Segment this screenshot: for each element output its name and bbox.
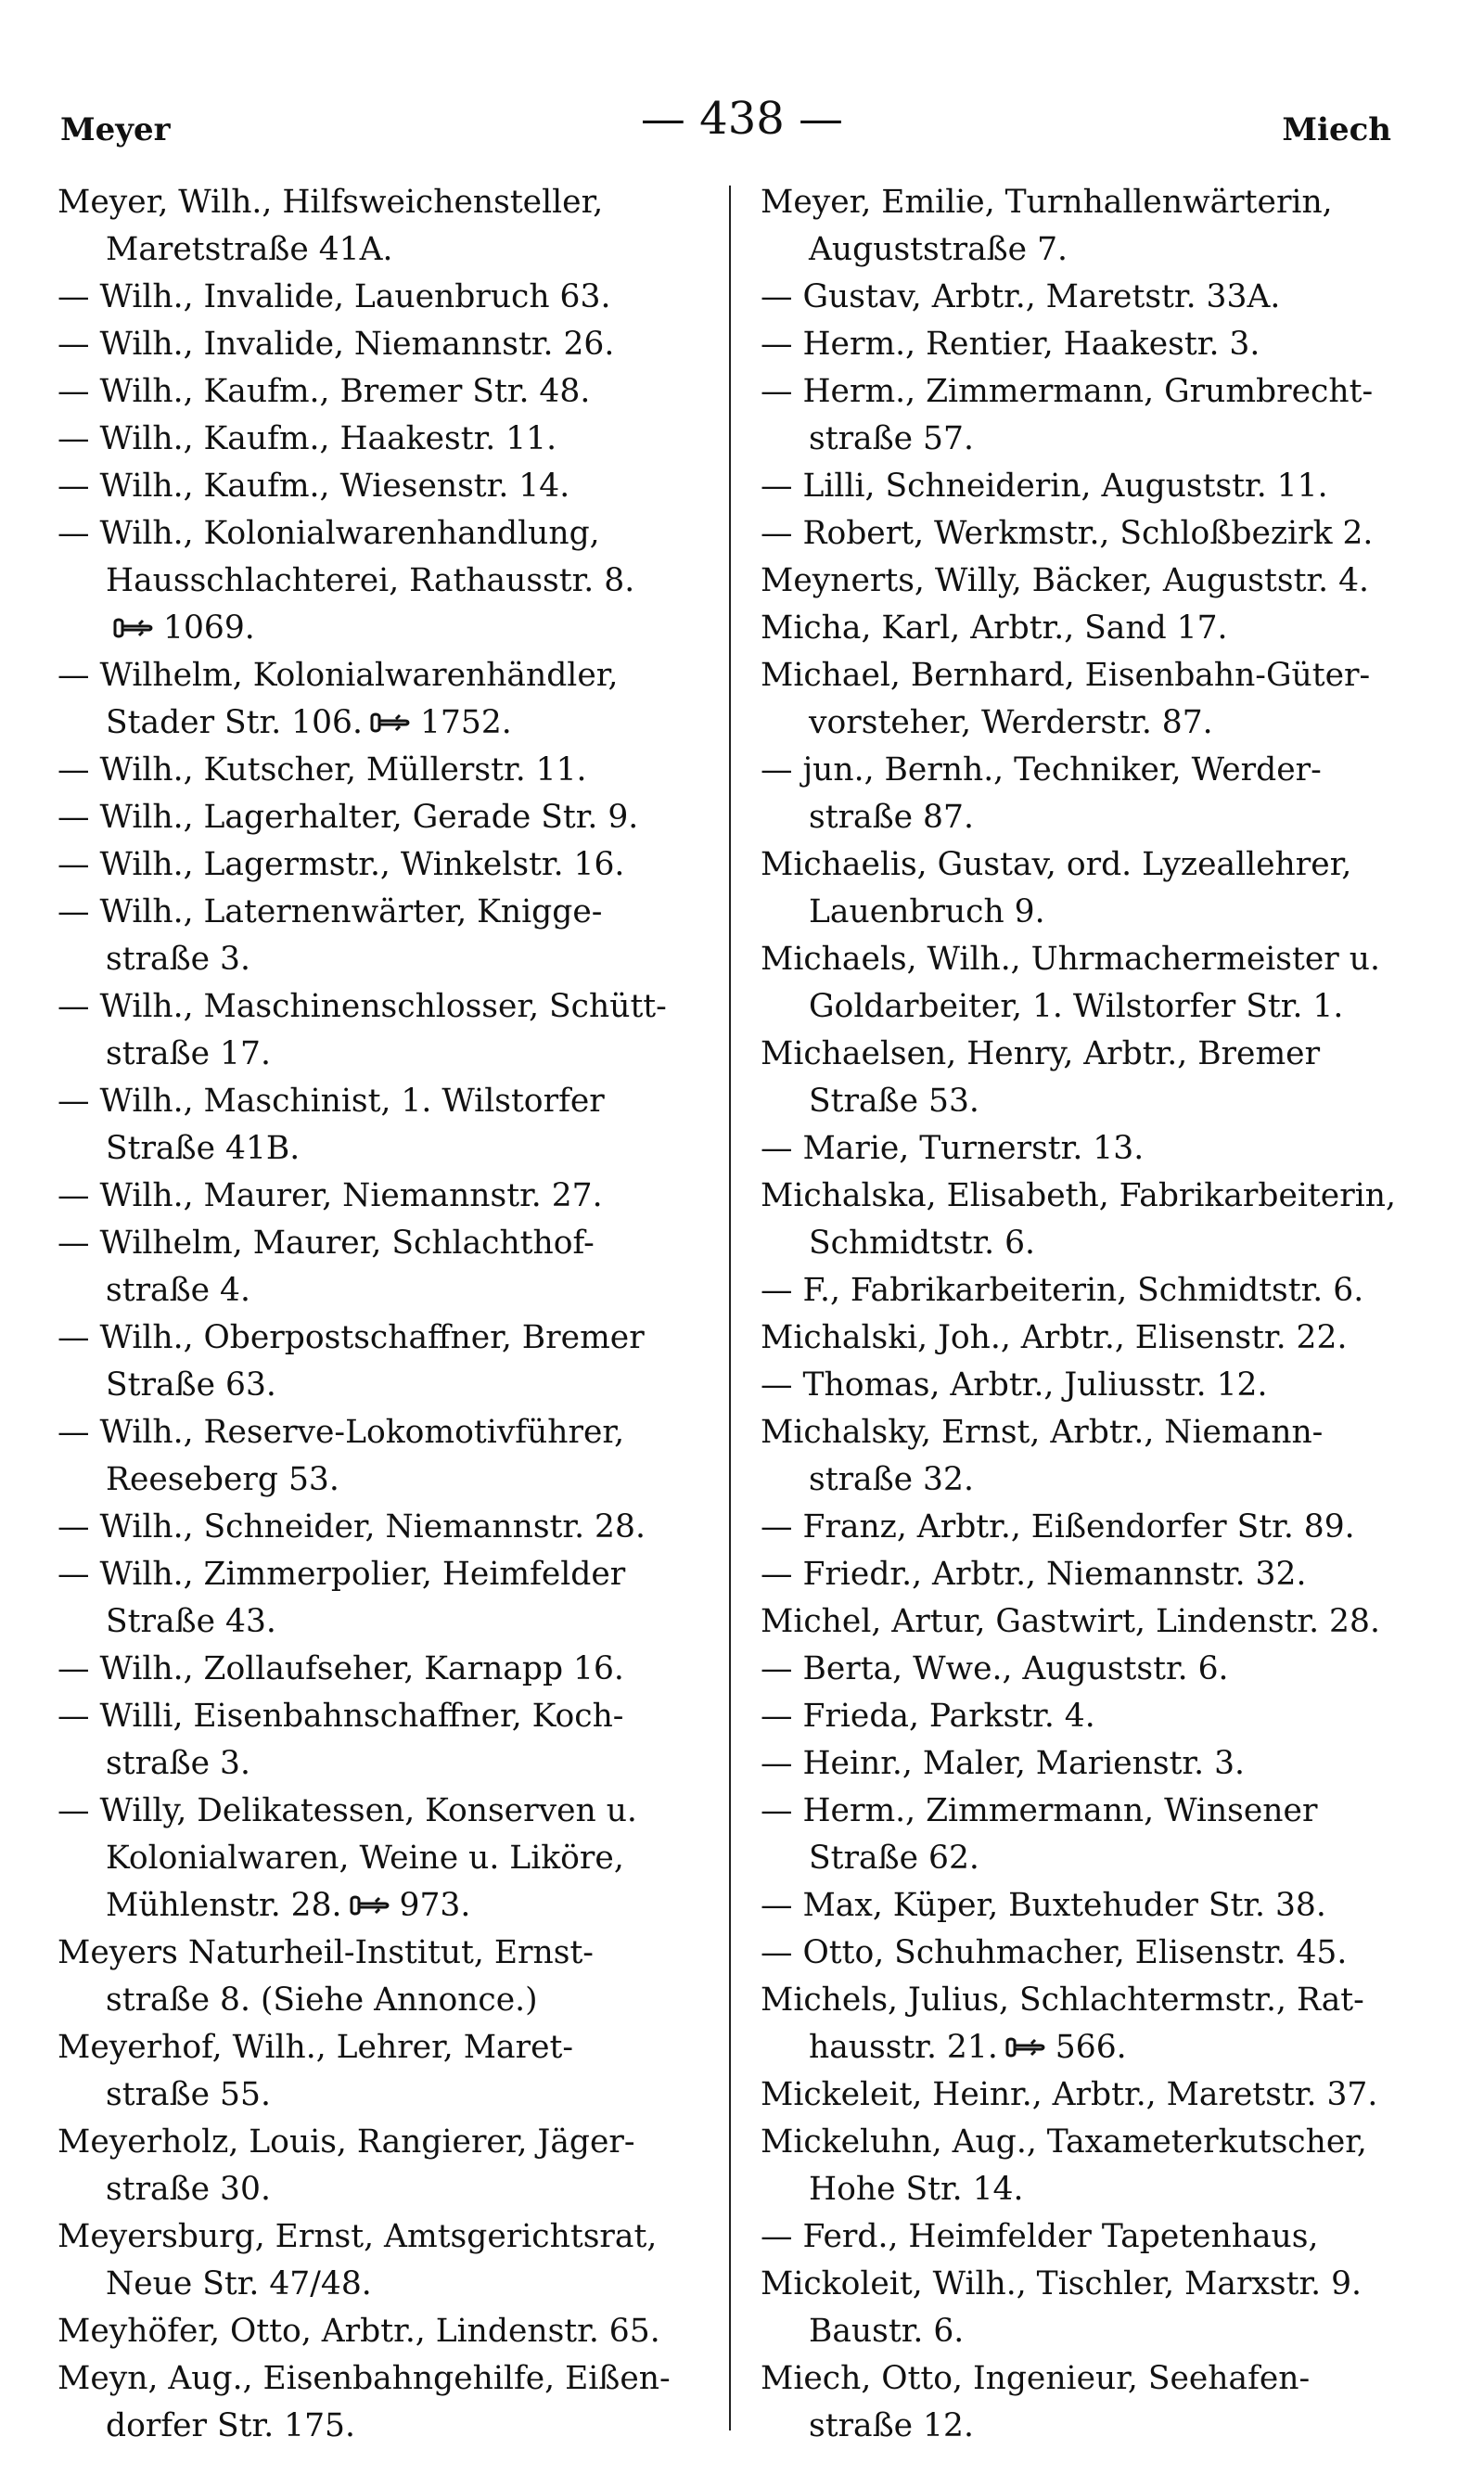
entry-text: — Thomas, Arbtr., Juliusstr. 12. [761,1366,1268,1404]
entry-text: — Wilh., Zimmerpolier, Heimfelder [58,1556,626,1593]
entry-text: Mühlenstr. 28. [106,1887,342,1924]
directory-entry [58,794,744,841]
directory-entry [761,1977,1438,2071]
entry-text: Meyhöfer, Otto, Arbtr., Lindenstr. 65. [58,2313,660,2350]
entry-text: — Wilh., Kutscher, Müllerstr. 11. [58,751,587,789]
entry-line [58,1882,744,1930]
entry-text: straße 32. [809,1461,974,1498]
entry-text: Michalsky, Ernst, Arbtr., Niemann- [761,1414,1324,1451]
entry-text: straße 57. [809,420,974,457]
entry-text: straße 55. [106,2076,271,2113]
entry-text: straße 12. [809,2407,974,2444]
entry-text: Michaelsen, Henry, Arbtr., Bremer [761,1035,1321,1072]
entry-line [761,2071,1438,2119]
directory-entry [58,179,744,274]
entry-text: — Wilh., Oberpostschaffner, Bremer [58,1319,645,1356]
entry-line [761,2261,1438,2308]
directory-entry [58,321,744,368]
entry-text: Goldarbeiter, 1. Wilstorfer Str. 1. [809,988,1344,1025]
entry-line [58,179,744,226]
directory-entry [58,605,744,652]
entry-line [58,2024,744,2071]
directory-entry [761,1598,1438,1646]
entry-line [761,1315,1438,1362]
entry-text: — Wilh., Invalide, Lauenbruch 63. [58,278,611,315]
entry-line [58,2355,744,2403]
entry-text: Stader Str. 106. [106,704,363,741]
entry-text: — Wilhelm, Maurer, Schlachthof- [58,1225,595,1262]
entry-text: — Herm., Zimmermann, Winsener [761,1792,1318,1829]
entry-text: — Herm., Zimmermann, Grumbrecht- [761,373,1374,410]
entry-continuation [761,1835,1438,1882]
entry-line [761,2213,1438,2261]
directory-entry [58,1173,744,1220]
entry-line [761,510,1438,558]
directory-entry [761,1882,1438,1930]
phone-number: 566. [1055,2029,1127,2066]
entry-continuation [58,699,744,747]
entry-continuation [761,2403,1438,2450]
entry-continuation [58,2071,744,2119]
phone-number: 1752. [419,704,512,741]
directory-entry [761,2119,1438,2213]
entry-line [761,747,1438,794]
entry-continuation [58,1977,744,2024]
entry-text: — Frieda, Parkstr. 4. [761,1698,1095,1735]
directory-entry [761,1409,1438,1504]
directory-entry [58,1646,744,1693]
directory-entry [58,1504,744,1551]
directory-entry [58,463,744,510]
entry-text: — Wilh., Kaufm., Haakestr. 11. [58,420,557,457]
entry-text: Straße 41B. [106,1130,301,1167]
entry-continuation [761,889,1438,936]
entry-line [58,1220,744,1267]
directory-entry [58,1882,744,1930]
entry-line [58,2213,744,2261]
entry-line [58,321,744,368]
entry-line [58,1646,744,1693]
directory-entry [761,1362,1438,1409]
entry-text: — Wilh., Laternenwärter, Knigge- [58,893,603,930]
directory-entry [58,1930,744,2024]
phone-number: 1069. [163,609,255,647]
entry-line [58,416,744,463]
entry-text: — Wilhelm, Kolonialwarenhändler, [58,657,619,694]
entry-line [761,558,1438,605]
page-number: — 438 — [640,93,844,145]
entry-continuation [58,2166,744,2213]
entry-text: Michaelis, Gustav, ord. Lyzeallehrer, [761,846,1352,883]
entry-text: Michael, Bernhard, Eisenbahn-Güter- [761,657,1371,694]
entry-text: Michalska, Elisabeth, Fabrikarbeiterin, [761,1177,1396,1214]
entry-text: — Wilh., Zollaufseher, Karnapp 16. [58,1650,624,1687]
entry-text: Micha, Karl, Arbtr., Sand 17. [761,609,1228,647]
directory-entry [761,321,1438,368]
entry-text: — Wilh., Kaufm., Wiesenstr. 14. [58,468,570,505]
entry-text: straße 17. [106,1035,271,1072]
entry-text: Meyer, Wilh., Hilfsweichensteller, [58,184,604,221]
directory-entry [761,1315,1438,1362]
page-header [0,93,1484,148]
phone-number: 973. [399,1887,471,1924]
entry-text: — Otto, Schuhmacher, Elisenstr. 45. [761,1934,1348,1971]
entry-text: hausstr. 21. [809,2029,998,2066]
directory-entry [761,558,1438,605]
entry-line [761,2119,1438,2166]
entry-continuation [761,699,1438,747]
entry-line [58,2308,744,2355]
entry-line [58,510,744,558]
entry-line [58,605,744,652]
entry-text: — F., Fabrikarbeiterin, Schmidtstr. 6. [761,1272,1364,1309]
entry-text: Lauenbruch 9. [809,893,1045,930]
entry-continuation [58,936,744,983]
directory-entry [761,1031,1438,1125]
directory-entry [761,1693,1438,1740]
entry-line [761,1882,1438,1930]
left-column [58,179,744,2450]
directory-entry [761,1930,1438,1977]
entry-line [58,1930,744,1977]
entry-text: Meyerhof, Wilh., Lehrer, Maret- [58,2029,574,2066]
entry-continuation [58,1456,744,1504]
entry-text: Kolonialwaren, Weine u. Liköre, [106,1840,624,1877]
directory-entry [761,1504,1438,1551]
directory-entry [58,1315,744,1409]
entry-text: — Robert, Werkmstr., Schloßbezirk 2. [761,515,1374,552]
entry-text: Meyers Naturheil-Institut, Ernst- [58,1934,594,1971]
entry-text: Straße 62. [809,1840,979,1877]
directory-entry [58,841,744,889]
directory-entry [58,274,744,321]
telephone-icon [1004,2036,1046,2058]
entry-line [58,463,744,510]
entry-line [761,2355,1438,2403]
directory-entry [761,1267,1438,1315]
entry-text: Mickeleit, Heinr., Arbtr., Maretstr. 37. [761,2076,1378,2113]
entry-text: Michaels, Wilh., Uhrmachermeister u. [761,941,1380,978]
entry-line [761,1598,1438,1646]
entry-text: Maretstraße 41A. [106,231,393,268]
directory-entry [761,1173,1438,1267]
entry-text: Mickeluhn, Aug., Taxameterkutscher, [761,2123,1367,2161]
directory-entry [58,2024,744,2119]
entry-text: straße 8. (Siehe Annonce.) [106,1981,538,2019]
entry-line [761,368,1438,416]
entry-text: Hohe Str. 14. [809,2171,1024,2208]
entry-line [58,841,744,889]
entry-line [761,1409,1438,1456]
entry-line [761,179,1438,226]
entry-continuation [761,983,1438,1031]
directory-entry [761,2213,1438,2261]
directory-entry [761,605,1438,652]
entry-text: — Wilh., Reserve-Lokomotivführer, [58,1414,625,1451]
entry-line [58,1409,744,1456]
entry-line [58,747,744,794]
entry-line [761,1693,1438,1740]
telephone-icon [368,712,411,734]
entry-text: Straße 53. [809,1083,979,1120]
entry-text: dorfer Str. 175. [106,2407,355,2444]
entry-continuation [761,2166,1438,2213]
entry-continuation [761,1456,1438,1504]
directory-entry [58,747,744,794]
entry-text: — Friedr., Arbtr., Niemannstr. 32. [761,1556,1307,1593]
entry-text: — Gustav, Arbtr., Maretstr. 33A. [761,278,1281,315]
directory-entry [761,652,1438,747]
entry-line [761,463,1438,510]
entry-text: straße 87. [809,799,974,836]
entry-line [58,794,744,841]
directory-entry [761,179,1438,274]
entry-line [761,1173,1438,1220]
entry-text: — Marie, Turnerstr. 13. [761,1130,1145,1167]
entry-line [58,1551,744,1598]
entry-text: — Herm., Rentier, Haakestr. 3. [761,326,1260,363]
entry-line [58,274,744,321]
entry-line [761,321,1438,368]
entry-line [58,1078,744,1125]
entry-continuation [761,226,1438,274]
entry-continuation [761,1220,1438,1267]
directory-entry [58,2213,744,2308]
entry-line [58,889,744,936]
entry-line [58,983,744,1031]
entry-text: Meyer, Emilie, Turnhallenwärterin, [761,184,1333,221]
entry-line [58,368,744,416]
directory-entry [761,274,1438,321]
entry-line [58,1315,744,1362]
directory-entry [58,889,744,983]
directory-entry [761,936,1438,1031]
entry-text: — Wilh., Maschinenschlosser, Schütt- [58,988,667,1025]
directory-entry [761,1740,1438,1788]
entry-text: — Wilh., Maurer, Niemannstr. 27. [58,1177,603,1214]
directory-entry [58,1078,744,1173]
entry-continuation [58,558,744,605]
entry-continuation [761,2308,1438,2355]
directory-entry [761,1125,1438,1173]
entry-text: Hausschlachterei, Rathausstr. 8. [106,562,635,599]
directory-entry [58,1220,744,1315]
directory-entry [58,2308,744,2355]
entry-text: Straße 43. [106,1603,276,1640]
entry-line [58,652,744,699]
entry-line [761,1267,1438,1315]
directory-entry [761,747,1438,841]
entry-continuation [58,1362,744,1409]
entry-line [761,1788,1438,1835]
entry-continuation [58,226,744,274]
entry-line [761,1646,1438,1693]
entry-text: — Wilh., Kolonialwarenhandlung, [58,515,600,552]
entry-text: Neue Str. 47/48. [106,2265,372,2302]
entry-text: Michels, Julius, Schlachtermstr., Rat- [761,1981,1364,2019]
entry-line [58,1788,744,1835]
entry-text: Miech, Otto, Ingenieur, Seehafen- [761,2360,1311,2397]
entry-continuation [58,1031,744,1078]
entry-line [761,1930,1438,1977]
entry-text: Mickoleit, Wilh., Tischler, Marxstr. 9. [761,2265,1362,2302]
entry-continuation [58,2261,744,2308]
entry-line [761,1504,1438,1551]
directory-entry [58,1788,744,1882]
directory-entry [58,1693,744,1788]
entry-text: — Wilh., Maschinist, 1. Wilstorfer [58,1083,605,1120]
entry-text: straße 3. [106,1745,250,1782]
entry-line [761,841,1438,889]
directory-entry [58,416,744,463]
entry-text: — Wilh., Kaufm., Bremer Str. 48. [58,373,591,410]
entry-text: — Wilh., Lagerhalter, Gerade Str. 9. [58,799,639,836]
entry-text: Auguststraße 7. [809,231,1068,268]
entry-line [58,1504,744,1551]
entry-text: — Ferd., Heimfelder Tapetenhaus, [761,2218,1319,2255]
entry-text: — Wilh., Invalide, Niemannstr. 26. [58,326,615,363]
entry-text: — jun., Bernh., Techniker, Werder- [761,751,1322,789]
entry-text: — Wilh., Lagermstr., Winkelstr. 16. [58,846,625,883]
directory-entry [58,983,744,1078]
entry-text: — Willy, Delikatessen, Konserven u. [58,1792,637,1829]
entry-text: straße 30. [106,2171,271,2208]
directory-entry [58,652,744,747]
directory-entry [761,2261,1438,2355]
entry-text: Michel, Artur, Gastwirt, Lindenstr. 28. [761,1603,1380,1640]
entry-continuation [761,416,1438,463]
entry-continuation [58,1740,744,1788]
entry-text: vorsteher, Werderstr. 87. [809,704,1213,741]
entry-line [761,605,1438,652]
entry-line [58,2119,744,2166]
entry-line [761,1031,1438,1078]
entry-text: Meyersburg, Ernst, Amtsgerichtsrat, [58,2218,658,2255]
entry-line [761,274,1438,321]
entry-text: Meyn, Aug., Eisenbahngehilfe, Eißen- [58,2360,671,2397]
entry-line [58,1173,744,1220]
entry-line [761,1740,1438,1788]
telephone-icon [111,617,154,639]
entry-text: Straße 63. [106,1366,276,1404]
directory-entry [58,1409,744,1504]
entry-line [761,652,1438,699]
entry-continuation [761,1078,1438,1125]
entry-text: Meynerts, Willy, Bäcker, Auguststr. 4. [761,562,1369,599]
entry-text: — Max, Küper, Buxtehuder Str. 38. [761,1887,1326,1924]
entry-text: Schmidtstr. 6. [809,1225,1035,1262]
entry-line [761,936,1438,983]
entry-continuation [58,1835,744,1882]
directory-entry [761,1788,1438,1882]
directory-entry [58,2355,744,2450]
directory-entry [761,1646,1438,1693]
entry-line [58,1693,744,1740]
entry-text: Reeseberg 53. [106,1461,339,1498]
entry-text: — Lilli, Schneiderin, Auguststr. 11. [761,468,1328,505]
entry-line [761,1362,1438,1409]
entry-text: — Wilh., Schneider, Niemannstr. 28. [58,1508,646,1545]
entry-text: straße 4. [106,1272,250,1309]
right-column [761,179,1438,2450]
directory-entry [58,1551,744,1646]
entry-text: — Franz, Arbtr., Eißendorfer Str. 89. [761,1508,1355,1545]
entry-text: Michalski, Joh., Arbtr., Elisenstr. 22. [761,1319,1348,1356]
entry-continuation [761,794,1438,841]
directory-entry [761,463,1438,510]
entry-continuation [58,1125,744,1173]
entry-text: Meyerholz, Louis, Rangierer, Jäger- [58,2123,635,2161]
entry-continuation [761,2024,1438,2071]
entry-line [761,1551,1438,1598]
directory-entry [761,510,1438,558]
entry-text: — Willi, Eisenbahnschaffner, Koch- [58,1698,624,1735]
header-last-name: Miech [1282,111,1391,148]
directory-entry [761,1551,1438,1598]
directory-entry [761,2071,1438,2119]
directory-entry [58,2119,744,2213]
entry-line [761,1125,1438,1173]
telephone-icon [348,1894,390,1917]
entry-continuation [58,2403,744,2450]
directory-entry [761,2355,1438,2450]
entry-continuation [58,1267,744,1315]
entry-text: straße 3. [106,941,250,978]
directory-entry [761,841,1438,936]
entry-text: — Heinr., Maler, Marienstr. 3. [761,1745,1245,1782]
directory-entry [58,368,744,416]
directory-entry [761,368,1438,463]
entry-continuation [58,1598,744,1646]
entry-text: — Berta, Wwe., Auguststr. 6. [761,1650,1229,1687]
entry-text: Baustr. 6. [809,2313,965,2350]
header-first-name: Meyer [60,111,171,148]
entry-line [761,1977,1438,2024]
directory-entry [58,510,744,605]
